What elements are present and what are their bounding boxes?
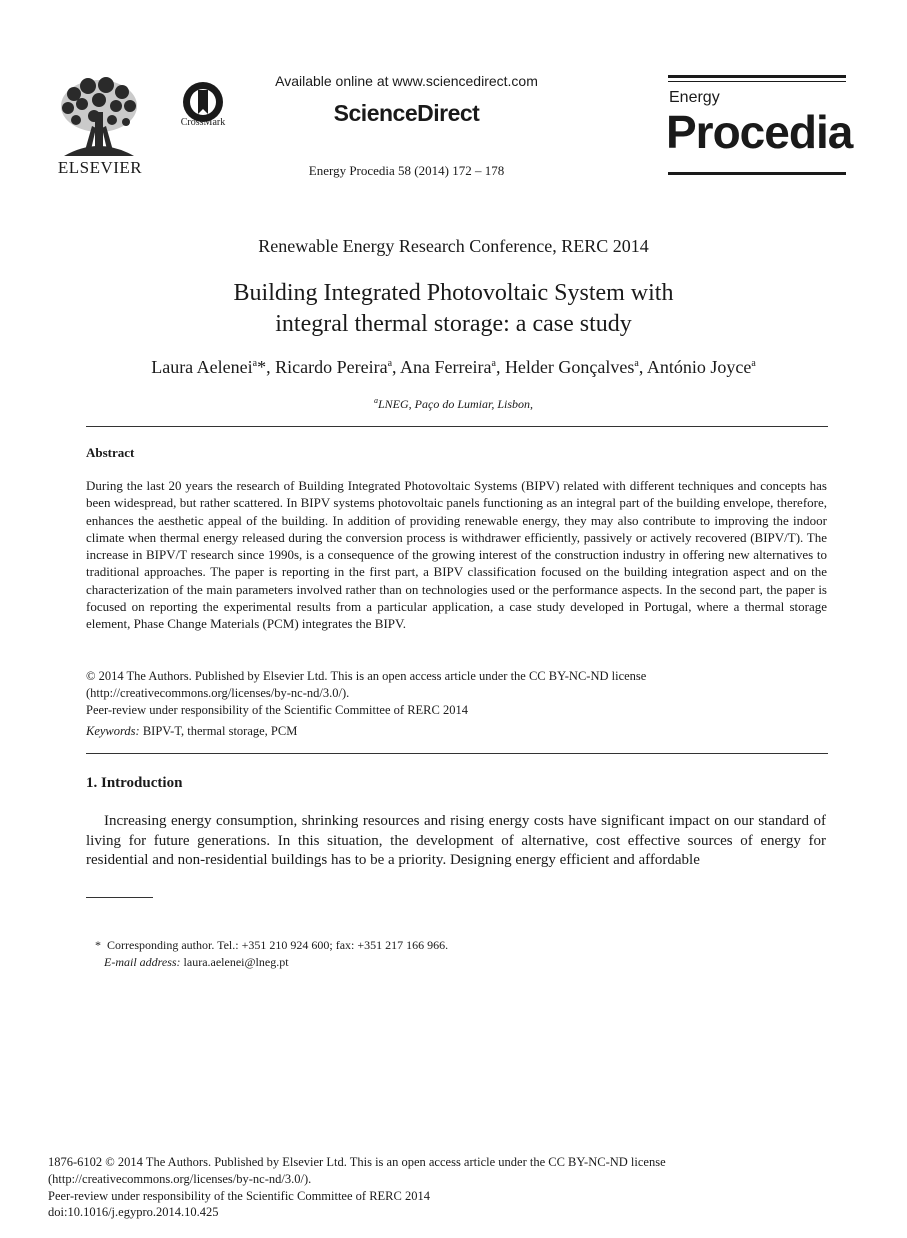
author-name: Ricardo Pereira xyxy=(275,357,388,377)
footnote-marker: * xyxy=(95,938,101,952)
introduction-body: Increasing energy consumption, shrinking resources and rising energy costs have significant impact on our standard of living for future generations. In this situation, the development of alternative, cost effective sources of energy for residential and non-residential buildings has to be a priority. Designing energy efficient and affordable xyxy=(86,813,826,868)
footer-license-link[interactable]: (http://creativecommons.org/licenses/by-nc-nd/3.0/). xyxy=(48,1172,312,1186)
author-name: Ana Ferreira xyxy=(400,357,492,377)
abstract-rule-top xyxy=(86,426,828,427)
author-name: Laura Aelenei xyxy=(151,357,253,377)
keywords-list: BIPV-T, thermal storage, PCM xyxy=(142,724,298,738)
abstract-heading: Abstract xyxy=(86,445,135,460)
license-link[interactable]: (http://creativecommons.org/licenses/by-nc-nd/3.0/). xyxy=(86,686,350,700)
author-affiliation-mark: a xyxy=(634,358,639,369)
paper-title-line2: integral thermal storage: a case study xyxy=(275,311,632,337)
available-online-text: Available online at www.sciencedirect.com xyxy=(275,73,538,89)
paper-title xyxy=(0,278,907,340)
footnote-rule xyxy=(86,897,153,898)
footer-doi[interactable]: doi:10.1016/j.egypro.2014.10.425 xyxy=(48,1205,219,1219)
journal-logo-energy: Energy xyxy=(669,89,720,106)
abstract-body: During the last 20 years the research of Building Integrated Photovoltaic Systems (BIPV) related with different techniques and concepts has been widespread, but rather scattered. In BIPV systems photovoltaic panels functioning as an integral part of the building envelope, therefore, enhances the aesthetic appeal of the building. In addition of providing renewable energy, they may also contribute to improving the indoor climate when thermal energy released during the conversion process is withdrawer efficiently, passively or actively recovered (BIPV/T). The increase in BIPV/T research since 1990s, is a consequence of the growing interest of the construction industry in offering new alternatives to traditional approaches. The paper is reporting in the first part, a BIPV classification focused on the building integration aspect and on the characterization of the main parameters involved rather than on technologies used or the performance aspects. In the second part, the paper is focused on reporting the experimental results from a particular application, a case study developed in Portugal, where a thermal storage element, Phase Change Materials (PCM) integrates the BIPV. xyxy=(86,478,827,632)
email-address[interactable]: laura.aelenei@lneg.pt xyxy=(183,955,289,969)
footnote-contact: Corresponding author. Tel.: +351 210 924 600; fax: +351 217 166 966. xyxy=(107,938,449,952)
conference-name: Renewable Energy Research Conference, RERC 2014 xyxy=(258,236,649,256)
keywords xyxy=(86,724,297,739)
author-list: Laura Aelenei$^a$*, Ricardo Pereira$^a$, Ana Ferreira$^a$, Helder Gonçalves$^a$, António Joyce$^a$ xyxy=(151,357,756,377)
footer-peer-review: Peer-review under responsibility of the Scientific Committee of RERC 2014 xyxy=(48,1189,430,1203)
elsevier-wordmark: ELSEVIER xyxy=(57,158,143,177)
email-label: E-mail address: xyxy=(104,955,181,969)
affiliation-text: LNEG, Paço do Lumiar, Lisbon, xyxy=(377,397,534,411)
author-affiliation-mark: a xyxy=(252,358,258,369)
journal-logo-procedia: Procedia xyxy=(666,106,853,158)
author-name: Helder Gonçalves xyxy=(504,357,635,377)
author-affiliation-mark: a xyxy=(387,358,393,369)
journal-reference: Energy Procedia 58 (2014) 172 – 178 xyxy=(308,163,505,178)
author-name: António Joyce xyxy=(646,357,752,377)
keywords-label: Keywords: xyxy=(86,724,140,738)
elsevier-tree-logo xyxy=(54,76,144,158)
corresponding-mark: * xyxy=(257,357,267,377)
author-affiliation-mark: a xyxy=(751,358,756,369)
affiliation-mark: a xyxy=(373,396,378,405)
crossmark-label: CrossMark xyxy=(180,117,226,128)
journal-logo-rule-thin xyxy=(668,81,846,82)
abstract-rule-bottom xyxy=(86,753,828,754)
paper-title-line1: Building Integrated Photovoltaic System with xyxy=(233,280,674,306)
peer-review-notice: Peer-review under responsibility of the Scientific Committee of RERC 2014 xyxy=(86,703,468,717)
corresponding-author-footnote xyxy=(95,938,448,953)
journal-logo-rule-bottom xyxy=(668,172,846,175)
author-affiliation-mark: a xyxy=(491,358,496,369)
affiliation xyxy=(0,396,907,412)
journal-logo-rule-top xyxy=(668,75,846,78)
copyright-notice: © 2014 The Authors. Published by Elsevier Ltd. This is an open access article under the CC BY-NC-ND license xyxy=(86,669,647,683)
footer-issn-line: 1876-6102 © 2014 The Authors. Published by Elsevier Ltd. This is an open access article under the CC BY-NC-ND license xyxy=(48,1155,666,1169)
sciencedirect-brand[interactable]: ScienceDirect xyxy=(333,100,480,126)
section-heading-introduction: 1. Introduction xyxy=(86,775,183,791)
email-footnote xyxy=(104,955,289,970)
